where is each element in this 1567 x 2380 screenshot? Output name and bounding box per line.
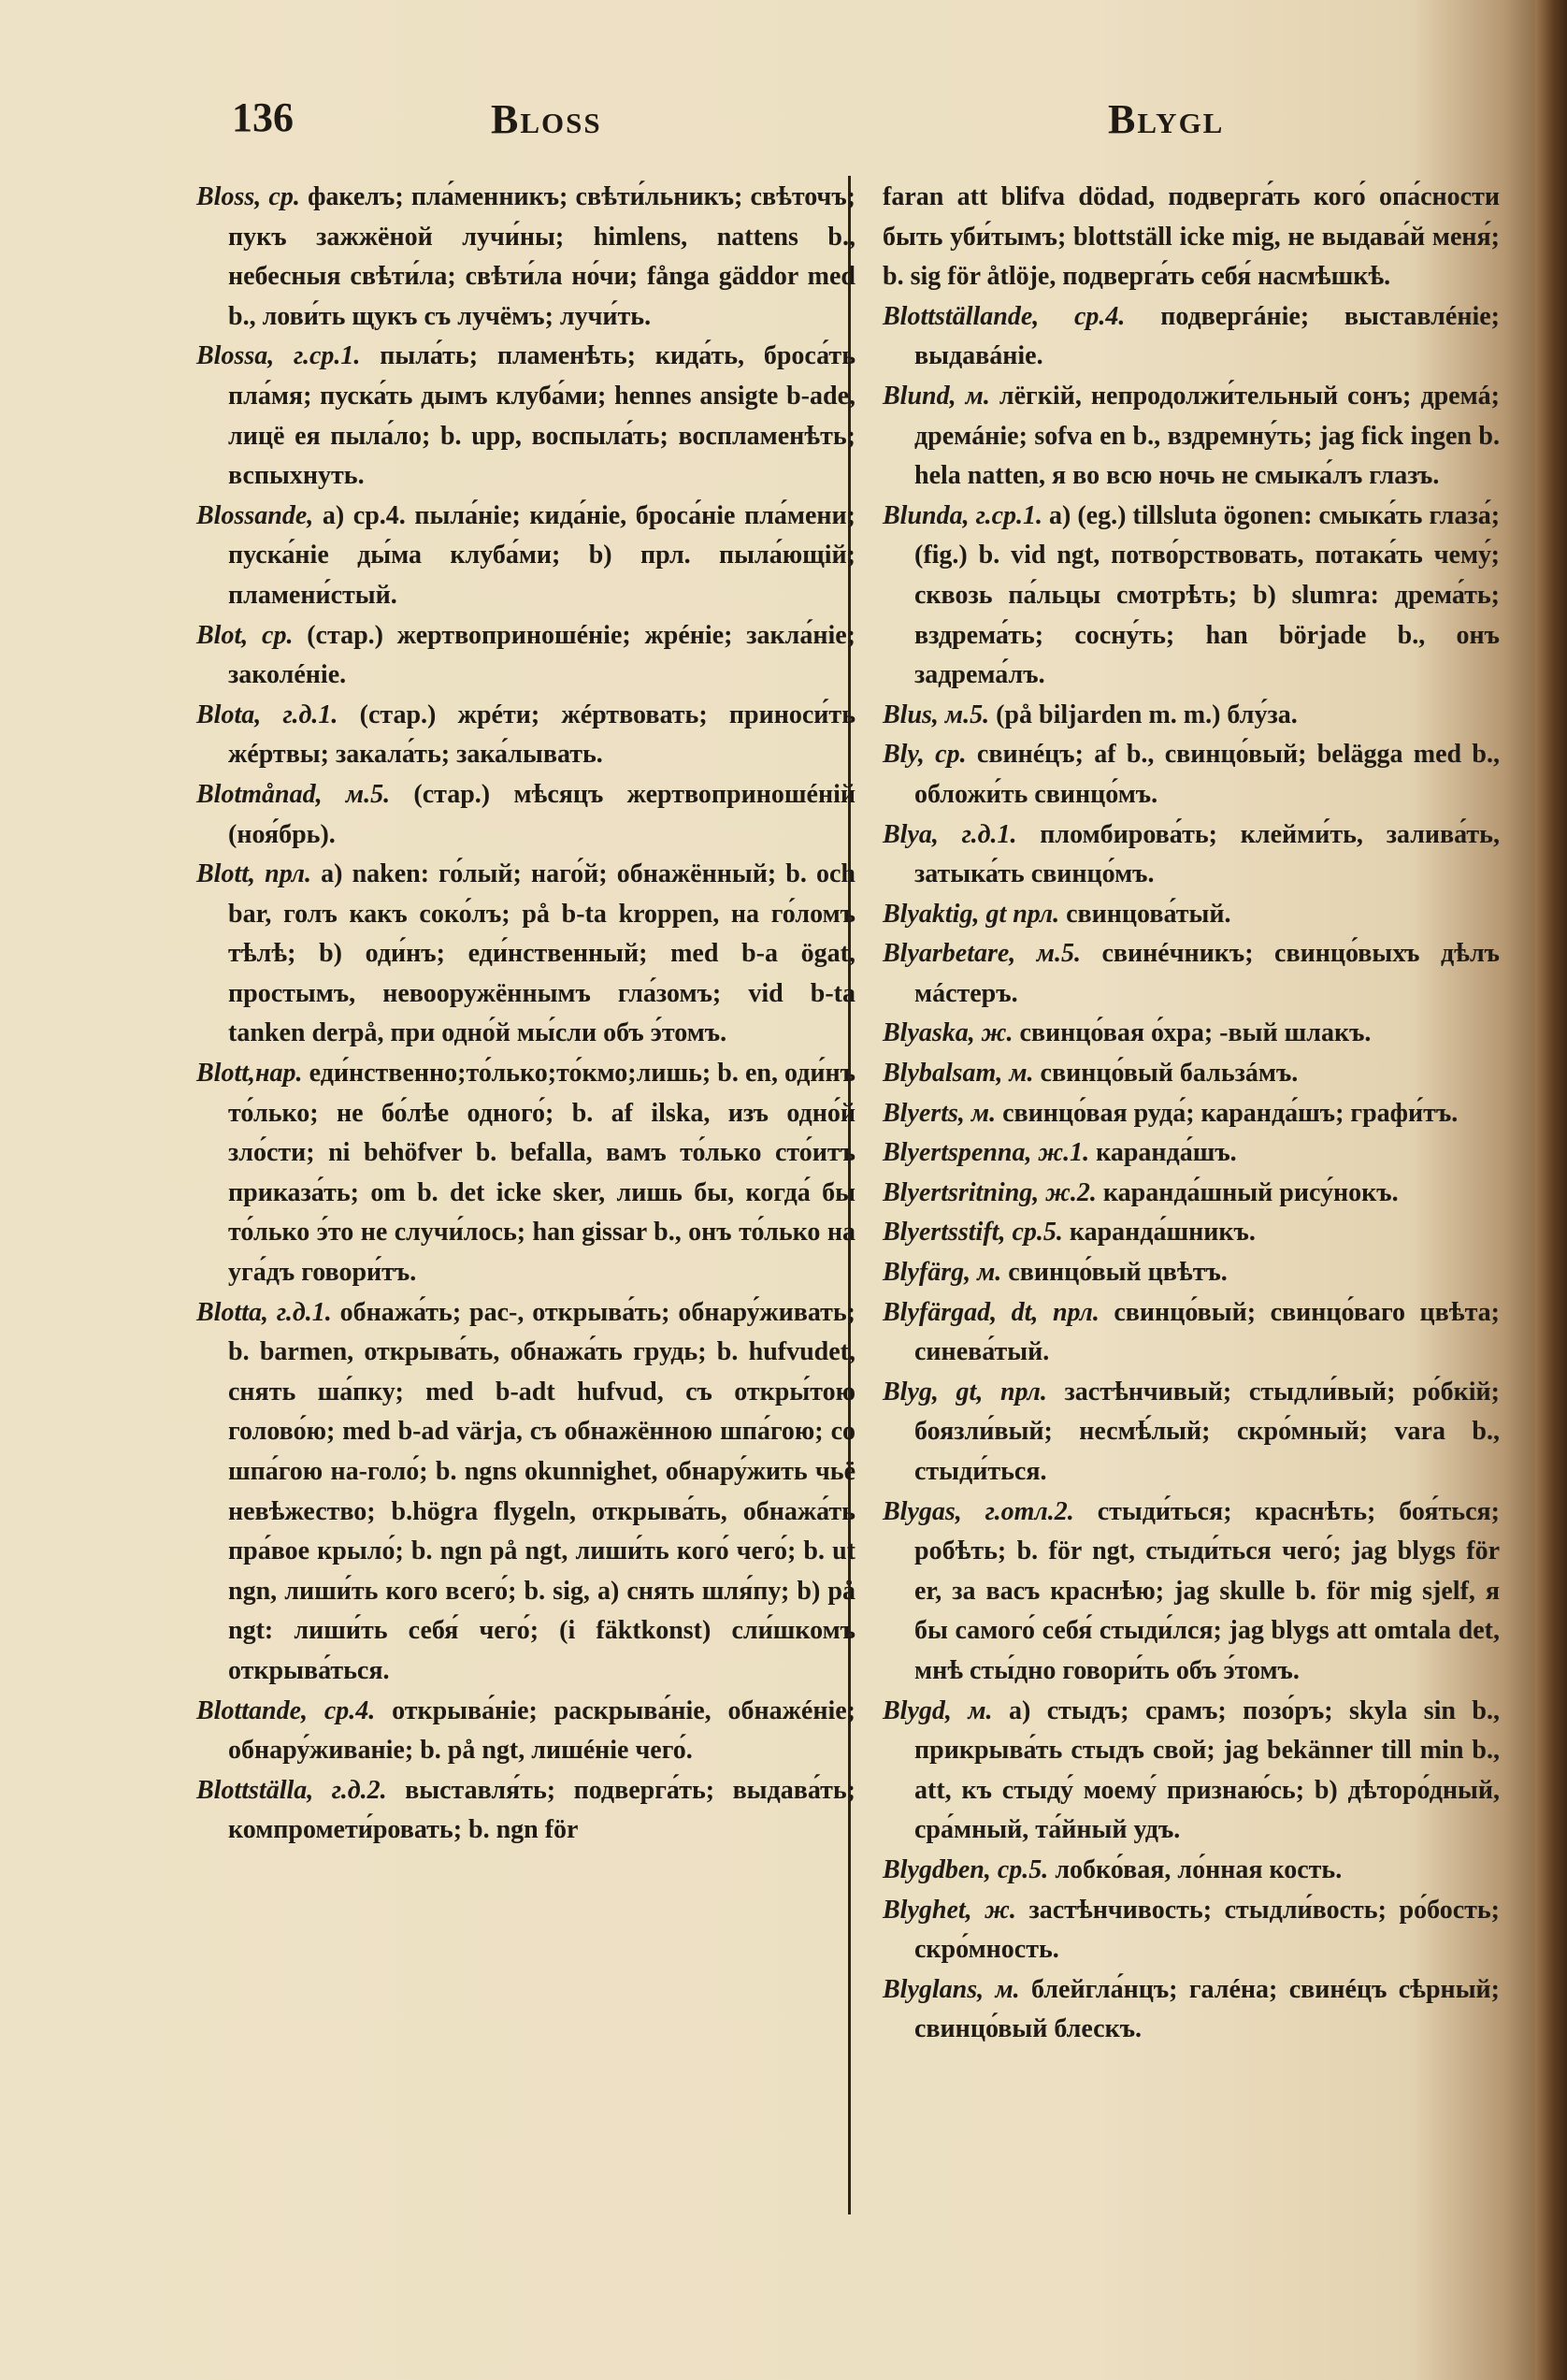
dictionary-entry	[883, 497, 1500, 696]
entry-definition: свинцо́вый цвѣтъ.	[1008, 1258, 1228, 1288]
entry-headword: Blygd, м.	[883, 1695, 1009, 1725]
entry-definition: пыла́ть; пламенѣть; кида́ть, броса́ть пла́мя; пуска́ть дымъ клуба́ми; hennes ansigte b-ade, лицё ея пыла́ло; b. upp, воспыла́ть; воспламенѣть; вспыхнуть.	[228, 341, 855, 491]
entry-definition: еди́нственно;то́лько;то́кмо;лишь; b. en, оди́нъ то́лько; не бо́лѣе одного́; b. af ilska, изъ одно́й зло́сти; ni behöfver b. befalla, вамъ то́лько сто́итъ приказа́ть; om b. det icke sker, лишь бы, когда́ бы то́лько э́то не случи́лось; han gissar b., онъ то́лько на уга́дъ говори́тъ.	[228, 1059, 855, 1288]
entry-definition: свинцо́вая руда́; каранда́шъ; графи́тъ.	[1002, 1098, 1459, 1128]
dictionary-entry	[883, 934, 1500, 1014]
dictionary-entry	[196, 696, 855, 775]
entry-headword: Blossa, г.ср.1.	[196, 341, 381, 371]
dictionary-entry	[883, 1094, 1500, 1134]
entry-definition: (стар.) жертвоприношéніе; жрéніе; закла́ніе; заколéніе.	[228, 620, 855, 690]
dictionary-entry	[883, 297, 1500, 377]
dictionary-entry	[883, 1054, 1500, 1094]
entry-headword: Blus, м.5.	[883, 700, 997, 729]
entry-headword: Blyertsritning, ж.2.	[883, 1177, 1103, 1207]
entry-headword: Blottställande, ср.4.	[883, 301, 1161, 331]
dictionary-entry	[883, 178, 1500, 297]
page-number: 136	[232, 94, 294, 140]
entry-definition: (стар.) жрéти; жéртвовать; приноси́ть жéртвы; закала́ть; зака́лывать.	[228, 700, 855, 770]
entry-definition: faran att blifva dödad, подверга́ть кого́ опа́сности быть уби́тымъ; blottställ icke mig, не выдава́й меня́; b. sig för åtlöje, подверга́ть себя́ насмѣшкѣ.	[883, 182, 1500, 292]
right-guide-word: Blygl	[1108, 96, 1225, 142]
entry-definition: свинцо́вая о́хра; -вый шлакъ.	[1019, 1018, 1372, 1048]
dictionary-entry	[883, 1891, 1500, 1970]
dictionary-entry	[196, 497, 855, 616]
entry-headword: Bly, ср.	[883, 740, 977, 770]
entry-definition: каранда́шный рису́нокъ.	[1102, 1177, 1399, 1207]
right-column	[883, 178, 1500, 2050]
dictionary-entry	[196, 855, 855, 1054]
entry-headword: Blyertsstift, ср.5.	[883, 1218, 1070, 1248]
entry-definition: факелъ; пла́менникъ; свѣти́льникъ; свѣточъ; пукъ зажжёной лучи́ны; himlens, nattens b., небесныя свѣти́ла; свѣти́ла но́чи; fånga gäddor med b., лови́ть щукъ съ лучёмъ; лучи́ть.	[228, 182, 855, 331]
entry-definition: пломбирова́ть; клейми́ть, залива́ть, затыка́ть свинцо́мъ.	[914, 819, 1500, 889]
entry-definition: свинцо́вый; свинцо́ваго цвѣта; синева́тый.	[914, 1297, 1500, 1367]
left-column	[196, 178, 855, 1851]
dictionary-entry	[883, 735, 1500, 815]
dictionary-entry	[196, 616, 855, 696]
dictionary-entry	[883, 1213, 1500, 1253]
entry-headword: Blota, г.д.1.	[196, 700, 360, 729]
entry-headword: Blottande, ср.4.	[196, 1695, 393, 1725]
entry-headword: Blunda, г.ср.1.	[883, 500, 1049, 530]
entry-definition: открыва́ніе; раскрыва́ніе, обнажéніе; обнару́живаніе; b. på ngt, лишéніе чего́.	[228, 1695, 855, 1766]
dictionary-entry	[883, 1692, 1500, 1851]
entry-headword: Blybalsam, м.	[883, 1059, 1041, 1089]
entry-headword: Blyg, gt, прл.	[883, 1377, 1065, 1406]
entry-headword: Blya, г.д.1.	[883, 819, 1041, 849]
dictionary-entry	[883, 377, 1500, 497]
dictionary-entry	[883, 1014, 1500, 1054]
entry-headword: Blotmånad, м.5.	[196, 779, 414, 809]
entry-definition: а) naken: го́лый; наго́й; обнажённый; b. och bar, голъ какъ соко́лъ; på b-ta kroppen, на го́ломъ тѣлѣ; b) оди́нъ; еди́нственный; med b-a ögat, простымъ, невооружённымъ гла́зомъ; vid b-ta tanken derpå, при одно́й мы́сли объ э́томъ.	[228, 859, 855, 1048]
dictionary-entry	[883, 895, 1500, 935]
dictionary-entry	[196, 337, 855, 496]
dictionary-entry	[196, 1771, 855, 1851]
entry-definition: свинéцъ; af b., свинцо́вый; belägga med b., обложи́ть свинцо́мъ.	[914, 740, 1500, 809]
left-guide-word: Bloss	[491, 96, 602, 142]
dictionary-entry	[883, 815, 1500, 895]
dictionary-entry	[883, 1851, 1500, 1891]
entry-headword: Blossande,	[196, 500, 323, 530]
dictionary-entry	[883, 1493, 1500, 1692]
entry-definition: свинéчникъ; свинцо́выхъ дѣлъ мáстеръ.	[914, 939, 1500, 1008]
dictionary-entry	[883, 1174, 1500, 1214]
entry-headword: Blyfärgad, dt, прл.	[883, 1297, 1114, 1327]
entry-headword: Blygas, г.отл.2.	[883, 1496, 1098, 1526]
entry-definition: блейгла́нцъ; галéна; свинéцъ сѣрный; свинцо́вый блескъ.	[914, 1974, 1501, 2044]
entry-definition: (på biljarden m. m.) блу́за.	[996, 700, 1298, 729]
entry-definition: стыди́ться; краснѣть; боя́ться; робѣть; b. för ngt, стыди́ться чего́; jag blygs för er, за васъ краснѣю; jag skulle b. för mig sjelf, я бы самого́ себя́ стыди́лся; jag blygs att omtala det, мнѣ сты́дно говори́ть объ э́томъ.	[914, 1496, 1500, 1685]
entry-headword: Blot, ср.	[196, 620, 308, 650]
entry-definition: выставля́ть; подверга́ть; выдава́ть; компромети́ровать; b. ngn för	[228, 1775, 855, 1845]
dictionary-entry	[196, 1692, 855, 1771]
entry-headword: Blott, прл.	[196, 859, 322, 889]
dictionary-entry	[196, 775, 855, 855]
entry-definition: застѣнчивость; стыдли́вость; ро́бость; скро́мность.	[914, 1895, 1501, 1965]
entry-headword: Blotta, г.д.1.	[196, 1297, 340, 1327]
entry-headword: Blyaktig, gt прл.	[883, 899, 1067, 929]
entry-headword: Blyertspenna, ж.1.	[883, 1138, 1097, 1168]
dictionary-entry	[196, 178, 855, 337]
entry-definition: (стар.) мѣсяцъ жертвоприношéній (ноя́брь).	[228, 779, 855, 849]
entry-definition: а) ср.4. пыла́ніе; кида́ніе, броса́ніе пла́мени; пуска́ніе ды́ма клуба́ми; b) прл. пыла́ющій; пламени́стый.	[228, 500, 856, 610]
entry-definition: каранда́шникъ.	[1069, 1218, 1256, 1248]
entry-definition: обнажа́ть; рас-, открыва́ть; обнару́живать; b. barmen, открыва́ть, обнажа́ть грудь; b. hufvudet, снять ша́пку; med b-adt hufvud, съ откры́тою голово́ю; med b-ad värja, съ обнажённою шпа́гою; со шпа́гою на-голо́; b. ngns okunnighet, обнару́жить чьё невѣжество; b.högra flygeln, открыва́ть, обнажа́ть пра́вое крыло́; b. ngn på ngt, лиши́ть кого́ чего́; b. ut ngn, лиши́ть кого всего́; b. sig, а) снять шля́пу; b) på ngt: лиши́ть себя́ чего́; (i fäktkonst) сли́шкомъ открыва́ться.	[228, 1297, 855, 1685]
dictionary-entry	[883, 1970, 1500, 2050]
book-spine-edge	[1535, 0, 1567, 2380]
entry-headword: Blyfärg, м.	[883, 1258, 1009, 1288]
dictionary-entry	[883, 1133, 1500, 1174]
entry-headword: Blyglans, м.	[883, 1974, 1031, 2004]
entry-definition: каранда́шъ.	[1096, 1138, 1237, 1168]
entry-headword: Blyaska, ж.	[883, 1018, 1020, 1048]
dictionary-entry	[883, 1253, 1500, 1293]
dictionary-entry	[883, 1293, 1500, 1373]
entry-definition: подвергáніе; выставлéніе; выдавáніе.	[914, 301, 1500, 371]
entry-headword: Blyarbetare, м.5.	[883, 939, 1102, 969]
entry-headword: Blygdben, ср.5.	[883, 1854, 1056, 1884]
entry-definition: лобко́вая, ло́нная кость.	[1055, 1854, 1343, 1884]
entry-headword: Blott,нар.	[196, 1059, 309, 1089]
entry-headword: Blyerts, м.	[883, 1098, 1003, 1128]
entry-definition: свинцова́тый.	[1066, 899, 1231, 929]
entry-definition: а) (eg.) tillsluta ögonen: смыка́ть глаза́; (fig.) b. vid ngt, потво́рствовать, потака́ть чему́; сквозь па́льцы смотрѣть; b) slumra: дрема́ть; вздрема́ть; сосну́ть; han började b., онъ задрема́лъ.	[914, 500, 1501, 690]
entry-definition: лёгкій, непродолжи́тельный сонъ; дремá; дремáніе; sofva en b., вздремну́ть; jag fick ingen b. hela natten, я во всю ночь не смыка́лъ глазъ.	[914, 381, 1501, 491]
dictionary-entry	[196, 1054, 855, 1293]
entry-headword: Blyghet, ж.	[883, 1895, 1029, 1925]
page-header	[187, 94, 1225, 159]
dictionary-entry	[196, 1293, 855, 1692]
dictionary-entry	[883, 696, 1500, 736]
entry-headword: Blottställa, г.д.2.	[196, 1775, 406, 1805]
entry-definition: застѣнчивый; стыдли́вый; ро́бкій; боязли́вый; несмѣ́лый; скро́мный; vara b., стыди́ться.	[914, 1377, 1500, 1486]
entry-headword: Blund, м.	[883, 381, 999, 411]
entry-headword: Bloss, ср.	[196, 182, 309, 211]
entry-definition: а) стыдъ; срамъ; позо́ръ; skyla sin b., прикрыва́ть стыдъ свой; jag bekänner till min b., att, къ стыду́ моему́ признаю́сь; b) дѣторо́дный, сра́мный, та́йный удъ.	[914, 1695, 1500, 1845]
dictionary-entry	[883, 1373, 1500, 1493]
entry-definition: свинцо́вый бальзáмъ.	[1040, 1059, 1299, 1089]
